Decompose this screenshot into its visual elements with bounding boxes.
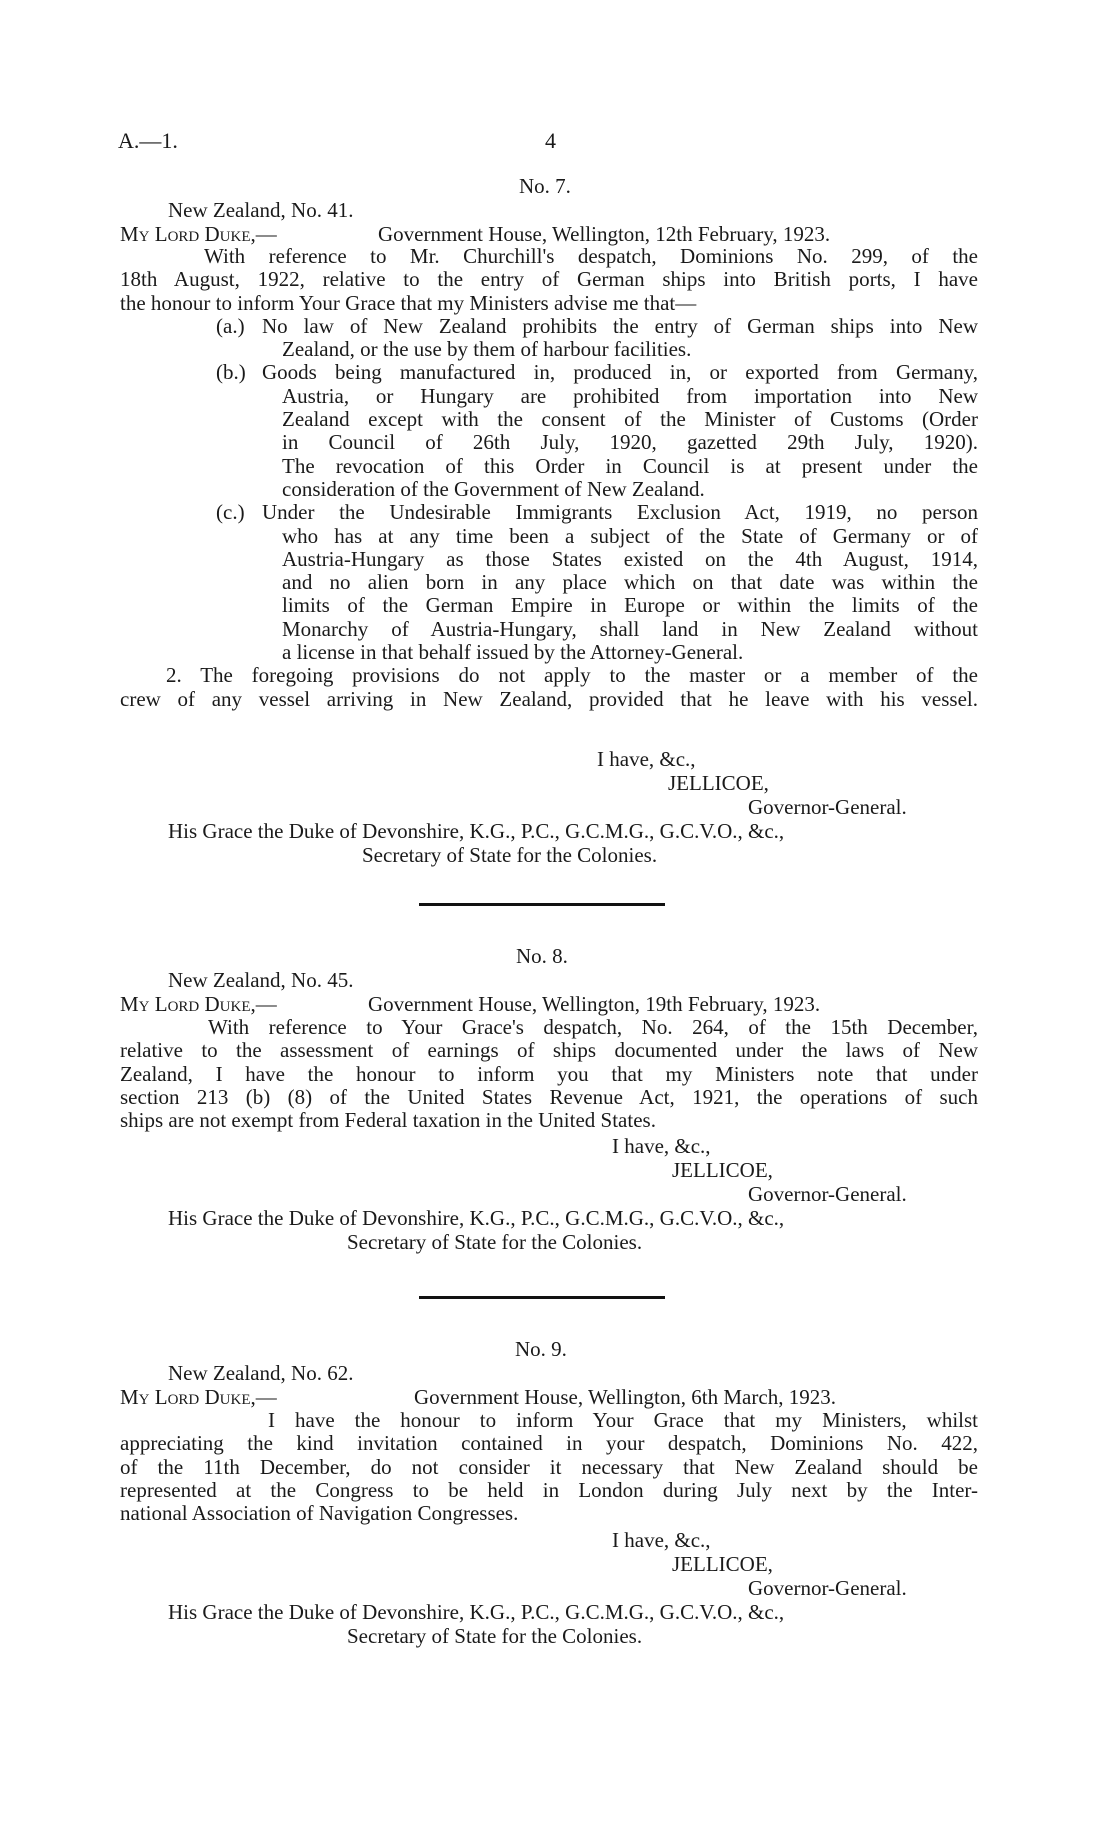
- letter-9-body-line: appreciating the kind invitation contained in your despatch, Dominions No. 422,: [120, 1431, 978, 1456]
- item-line: Zealand, or the use by them of harbour facilities.: [282, 337, 692, 362]
- item-line: limits of the German Empire in Europe or within the limits of the: [282, 593, 978, 618]
- letter-8-signatory-title: Governor-General.: [748, 1182, 907, 1206]
- letter-7-closing-line-1: 2. The foregoing provisions do not apply to the master or a member of the: [166, 663, 978, 688]
- letter-7-sign-off: I have, &c.,: [597, 747, 696, 771]
- letter-9-signature: JELLICOE,: [672, 1552, 773, 1576]
- letter-8-body-line: With reference to Your Grace's despatch, No. 264, of the 15th December,: [208, 1015, 978, 1039]
- letter-7-signatory-title: Governor-General.: [748, 795, 907, 819]
- letter-8-reference: New Zealand, No. 45.: [168, 968, 354, 992]
- letter-9-addressee-office: Secretary of State for the Colonies.: [347, 1624, 643, 1648]
- letter-7-intro-line-1: With reference to Mr. Churchill's despatch, Dominions No. 299, of the: [204, 244, 978, 268]
- letter-7-item-c: [120, 501, 978, 664]
- letter-8-addressee: His Grace the Duke of Devonshire, K.G., P.C., G.C.M.G., G.C.V.O., &c.,: [168, 1206, 785, 1230]
- letter-7-item-b: [120, 361, 978, 501]
- letter-8-body-line: relative to the assessment of earnings of ships documented under the laws of New: [120, 1038, 978, 1063]
- letter-9-body-line: represented at the Congress to be held in London during July next by the Inter-: [120, 1477, 978, 1502]
- section-divider: [419, 1296, 665, 1299]
- letter-8-body: [120, 1016, 978, 1132]
- item-line: consideration of the Government of New Zealand.: [282, 476, 705, 501]
- letter-8-body-line: Zealand, I have the honour to inform you that my Ministers note that under: [120, 1061, 978, 1086]
- letter-9-sign-off: I have, &c.,: [612, 1528, 711, 1552]
- page-series-code: A.—1.: [118, 128, 178, 153]
- letter-7-reference: New Zealand, No. 41.: [168, 198, 354, 222]
- letter-9-body-line: of the 11th December, do not consider it necessary that New Zealand should be: [120, 1454, 978, 1479]
- item-line: in Council of 26th July, 1920, gazetted 29th July, 1920).: [282, 430, 978, 455]
- item-line: Austria-Hungary as those States existed on the 4th August, 1914,: [282, 546, 978, 571]
- letter-8-place-date: Government House, Wellington, 19th February, 1923.: [368, 992, 821, 1016]
- letter-7-signature: JELLICOE,: [668, 771, 769, 795]
- item-line: Zealand except with the consent of the Minister of Customs (Order: [282, 407, 978, 432]
- letter-9-number: No. 9.: [515, 1337, 567, 1361]
- letter-8-salutation: My Lord Duke,—: [120, 992, 277, 1016]
- item-line: Under the Undesirable Immigrants Exclusion Act, 1919, no person: [262, 500, 978, 525]
- letter-7-intro-line-2: 18th August, 1922, relative to the entry of German ships into British ports, I have: [120, 267, 978, 292]
- letter-9-salutation: My Lord Duke,—: [120, 1385, 277, 1409]
- letter-8-number: No. 8.: [516, 944, 568, 968]
- letter-7-addressee: His Grace the Duke of Devonshire, K.G., P.C., G.C.M.G., G.C.V.O., &c.,: [168, 819, 785, 843]
- letter-8-addressee-office: Secretary of State for the Colonies.: [347, 1230, 643, 1254]
- item-line: who has at any time been a subject of the State of Germany or of: [282, 523, 978, 548]
- letter-7-closing-line-2: crew of any vessel arriving in New Zealand, provided that he leave with his vessel.: [120, 686, 978, 711]
- letter-7-intro-line-3: the honour to inform Your Grace that my Ministers advise me that—: [120, 290, 697, 315]
- letter-8-signature: JELLICOE,: [672, 1158, 773, 1182]
- item-label: (c.): [216, 500, 245, 525]
- item-line: Goods being manufactured in, produced in, or exported from Germany,: [262, 360, 978, 385]
- item-line: Austria, or Hungary are prohibited from importation into New: [282, 383, 978, 408]
- item-line: and no alien born in any place which on that date was within the: [282, 570, 978, 595]
- item-label: (a.): [216, 313, 245, 338]
- letter-9-addressee: His Grace the Duke of Devonshire, K.G., P.C., G.C.M.G., G.C.V.O., &c.,: [168, 1600, 785, 1624]
- letter-7-number: No. 7.: [519, 174, 571, 198]
- letter-9-place-date: Government House, Wellington, 6th March, 1923.: [414, 1385, 836, 1409]
- letter-8-body-line: ships are not exempt from Federal taxation in the United States.: [120, 1108, 656, 1133]
- item-line: a license in that behalf issued by the Attorney-General.: [282, 640, 744, 665]
- letter-8-sign-off: I have, &c.,: [612, 1134, 711, 1158]
- letter-9-body-line: I have the honour to inform Your Grace that my Ministers, whilst: [268, 1408, 978, 1432]
- page-number: 4: [545, 128, 556, 153]
- letter-9-body: [120, 1409, 978, 1525]
- letter-7-addressee-office: Secretary of State for the Colonies.: [362, 843, 658, 867]
- letter-7-place-date: Government House, Wellington, 12th February, 1923.: [378, 222, 831, 246]
- item-line: No law of New Zealand prohibits the entry of German ships into New: [262, 313, 978, 338]
- letter-7-body: [120, 245, 978, 711]
- letter-9-body-line: national Association of Navigation Congresses.: [120, 1501, 519, 1526]
- item-line: The revocation of this Order in Council is at present under the: [282, 453, 978, 478]
- section-divider: [419, 903, 665, 906]
- letter-7-salutation: My Lord Duke,—: [120, 222, 277, 246]
- item-label: (b.): [216, 360, 246, 385]
- letter-9-signatory-title: Governor-General.: [748, 1576, 907, 1600]
- item-line: Monarchy of Austria-Hungary, shall land in New Zealand without: [282, 616, 978, 641]
- letter-8-body-line: section 213 (b) (8) of the United States Revenue Act, 1921, the operations of such: [120, 1084, 978, 1109]
- letter-9-reference: New Zealand, No. 62.: [168, 1361, 354, 1385]
- letter-7-item-a: [120, 315, 978, 362]
